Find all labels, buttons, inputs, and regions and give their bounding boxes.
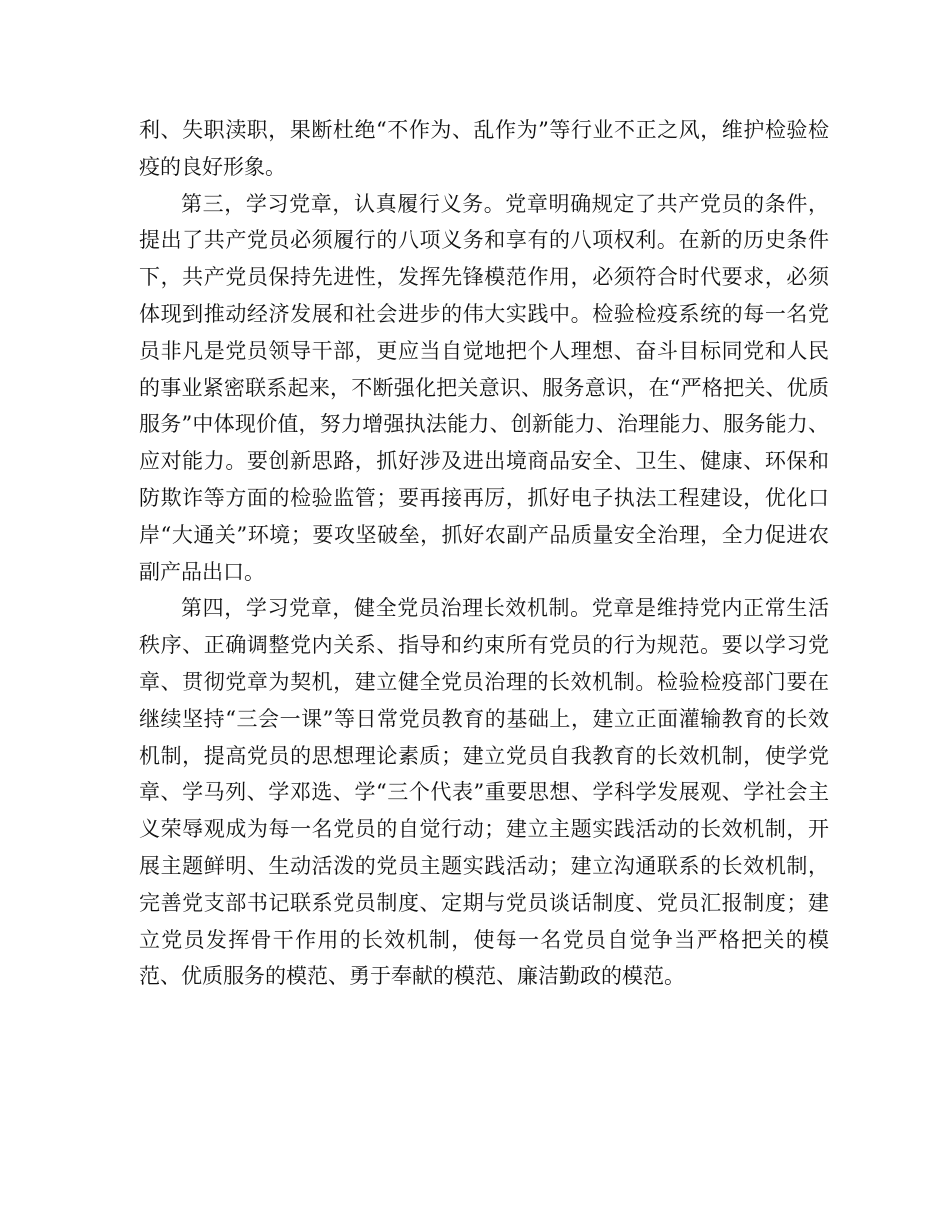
paragraph-third-point: 第三，学习党章，认真履行义务。党章明确规定了共产党员的条件，提出了共产党员必须履行的八项义务和享有的八项权利。在新的历史条件下，共产党员保持先进性，发挥先锋模范作用，必须符合时代要求，必须体现到推动经济发展和社会进步的伟大实践中。检验检疫系统的每一名党员非凡是党员领导干部，更应当自觉地把个人理想、奋斗目标同党和人民的事业紧密联系起来，不断强化把关意识、服务意识，在“严格把关、优质服务”中体现价值，努力增强执法能力、创新能力、治理能力、服务能力、应对能力。要创新思路，抓好涉及进出境商品安全、卫生、健康、环保和防欺诈等方面的检验监管；要再接再厉，抓好电子执法工程建设，优化口岸“大通关”环境；要攻坚破垒，抓好农副产品质量安全治理，全力促进农副产品出口。	[139, 191, 829, 584]
document-page	[139, 112, 829, 995]
paragraph-fourth-point: 第四，学习党章，健全党员治理长效机制。党章是维持党内正常生活秩序、正确调整党内关系、指导和约束所有党员的行为规范。要以学习党章、贯彻党章为契机，建立健全党员治理的长效机制。检验检疫部门要在继续坚持“三会一课”等日常党员教育的基础上，建立正面灌输教育的长效机制，提高党员的思想理论素质；建立党员自我教育的长效机制，使学党章、学马列、学邓选、学“三个代表”重要思想、学科学发展观、学社会主义荣辱观成为每一名党员的自觉行动；建立主题实践活动的长效机制，开展主题鲜明、生动活泼的党员主题实践活动；建立沟通联系的长效机制，完善党支部书记联系党员制度、定期与党员谈话制度、党员汇报制度；建立党员发挥骨干作用的长效机制，使每一名党员自觉争当严格把关的模范、优质服务的模范、勇于奉献的模范、廉洁勤政的模范。	[139, 596, 829, 989]
paragraph-continuation: 利、失职渎职，果断杜绝“不作为、乱作为”等行业不正之风，维护检验检疫的良好形象。	[139, 118, 829, 179]
